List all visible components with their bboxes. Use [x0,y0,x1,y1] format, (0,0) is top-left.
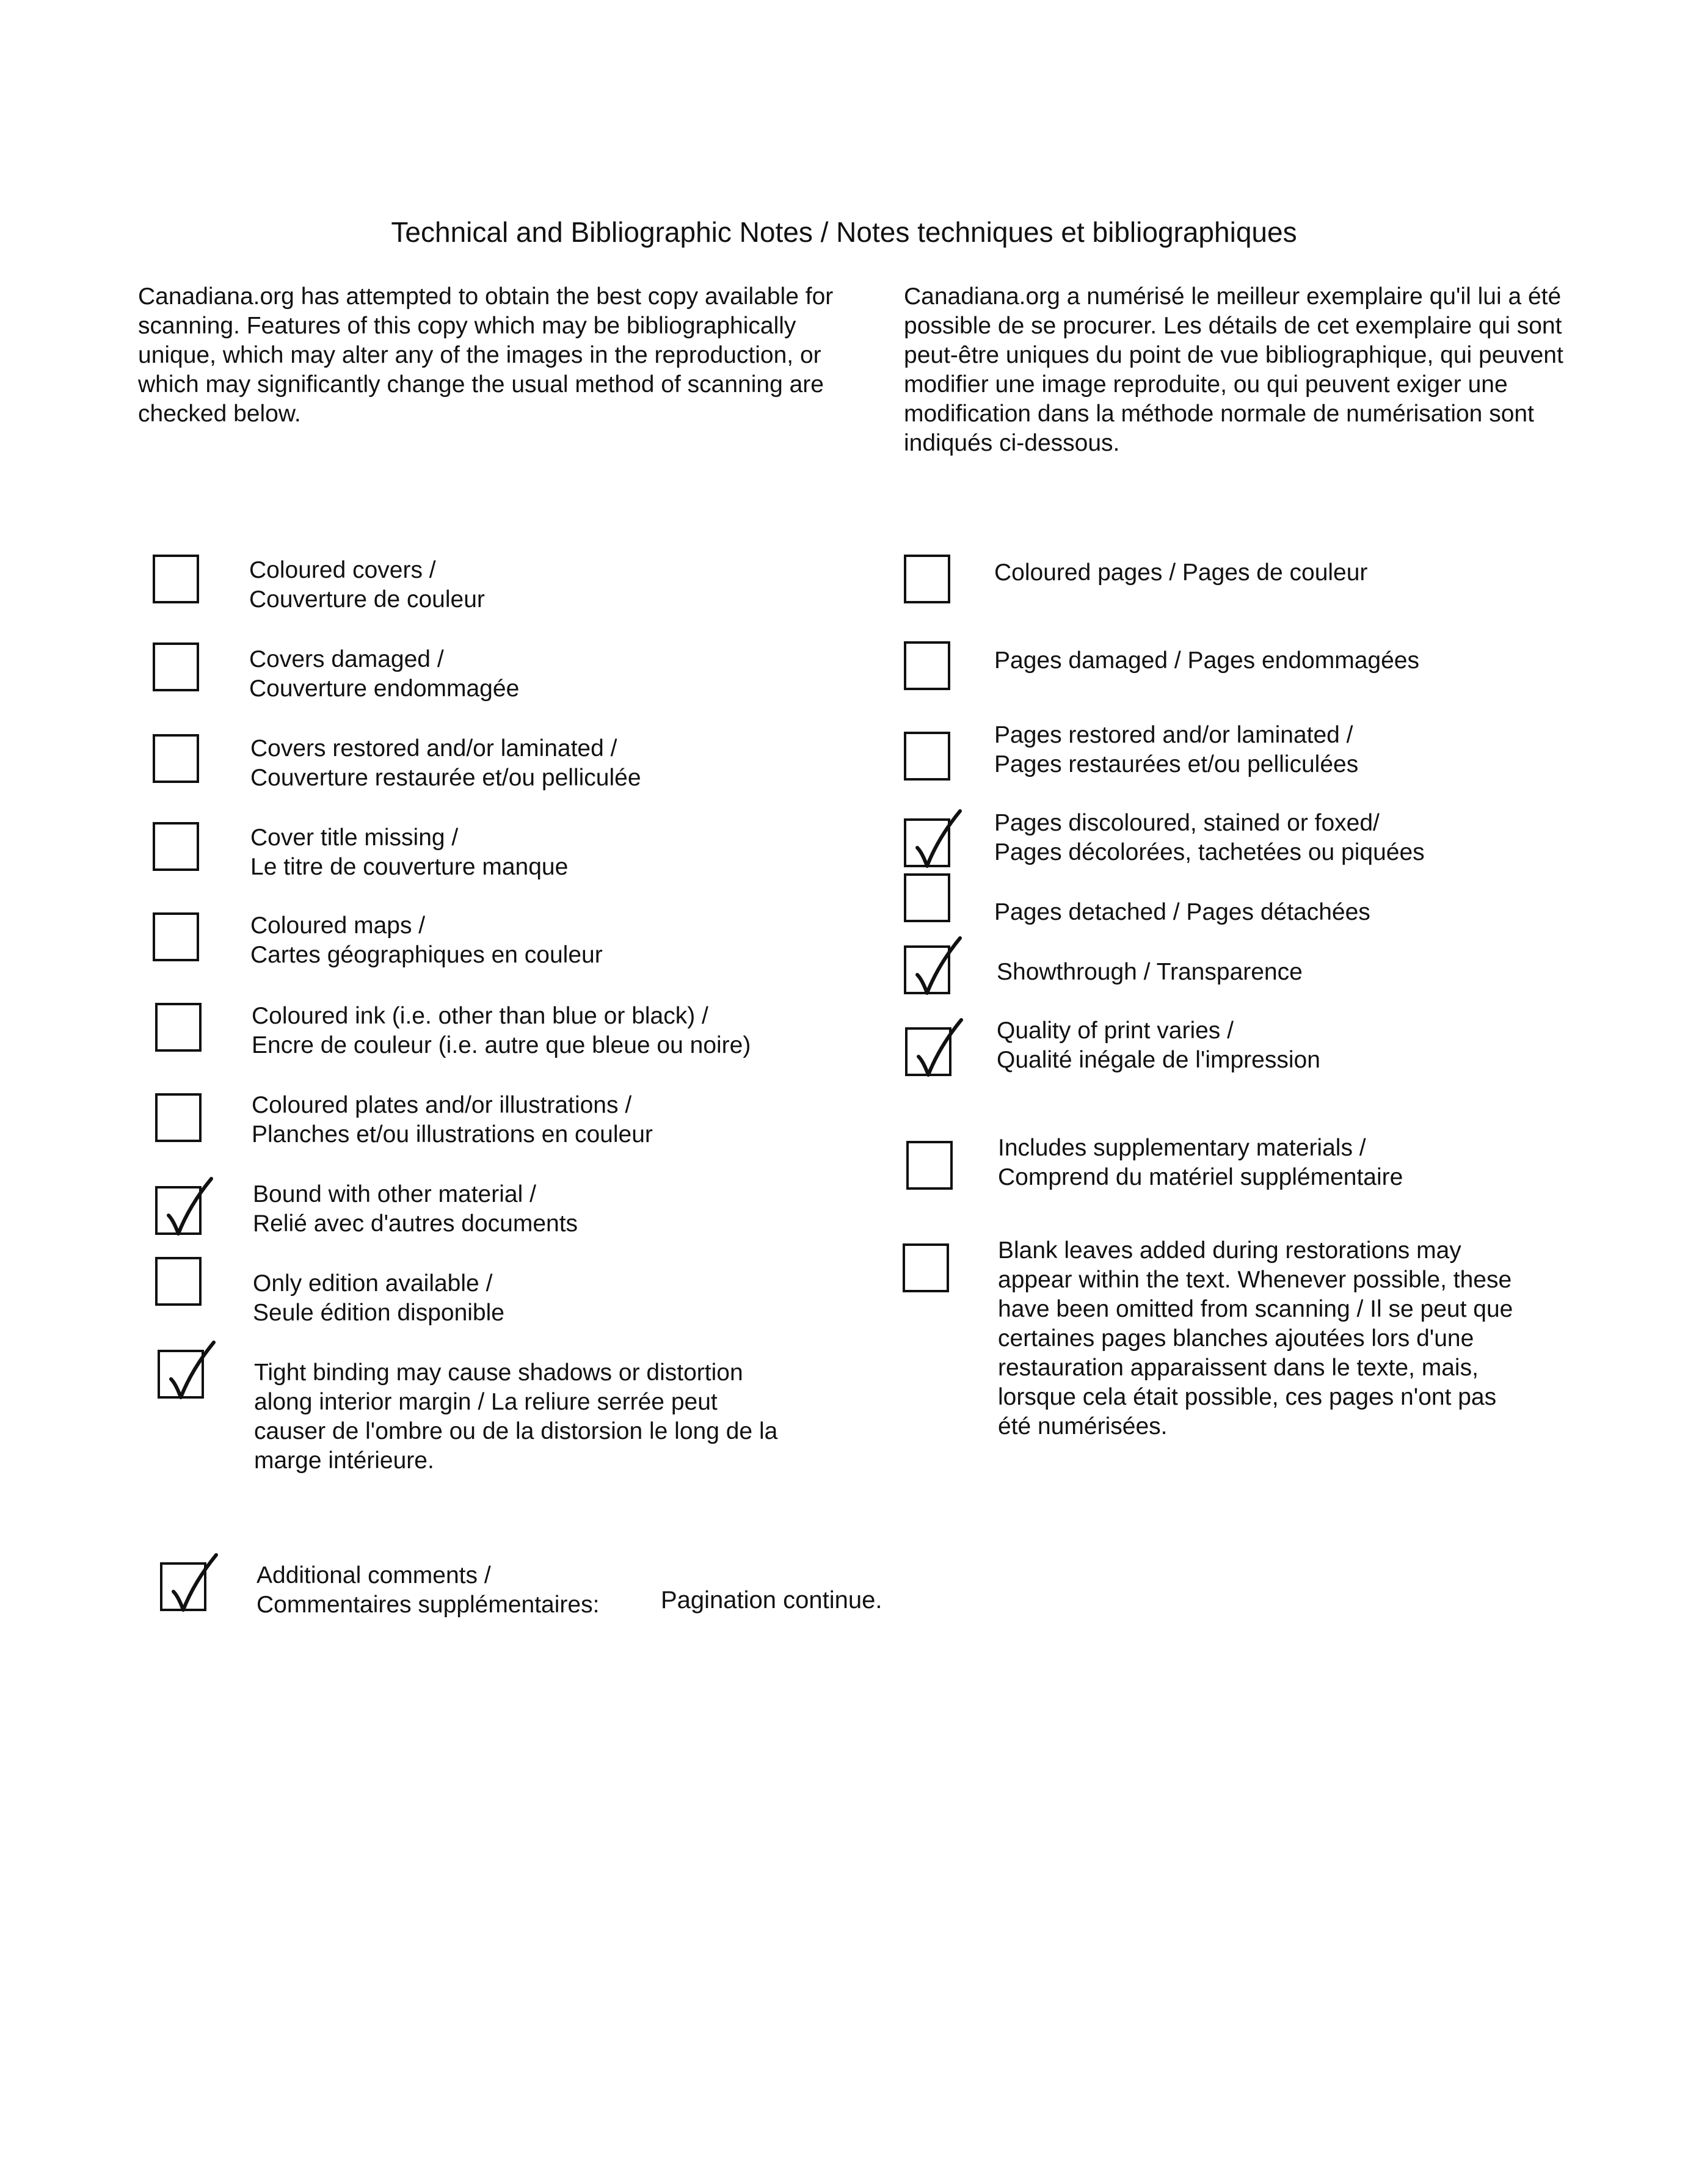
checkbox-pages-restored[interactable] [904,732,950,781]
checkbox-covers-damaged[interactable] [153,642,199,691]
checklist-label-pages-restored [994,721,1358,779]
checkmark-icon [911,934,962,998]
label-line: Coloured maps / [250,912,426,939]
checkbox-cover-title-missing[interactable] [153,822,199,871]
additional-comments-value: Pagination continue. [661,1587,882,1614]
label-line: have been omitted from scanning / Il se peut que [998,1296,1513,1322]
checkmark-icon [911,807,962,871]
label-line: Covers damaged / [249,646,444,672]
checklist-label-coloured-pages [994,558,1367,588]
checklist-label-pages-damaged [994,646,1419,675]
label-line: été numérisées. [998,1413,1168,1440]
checkmark-icon [162,1175,214,1239]
intro-english: Canadiana.org has attempted to obtain the best copy available for scanning. Features of this copy which may be bibliographically unique, which may alter any of the images in the reproduction, or which may significantly change the usual method of scanning are checked below. [138,283,834,427]
checklist-label-cover-title-missing [250,823,568,882]
label-line: Tight binding may cause shadows or distortion [254,1360,743,1386]
checkbox-showthrough[interactable] [904,945,950,994]
checkbox-coloured-plates[interactable] [155,1093,202,1142]
checklist-label-tight-binding [254,1358,777,1476]
checkbox-additional-comments[interactable] [160,1562,206,1611]
label-line: Additional comments / [256,1562,491,1589]
label-line: Comprend du matériel supplémentaire [998,1164,1403,1190]
label-line: lorsque cela était possible, ces pages n'ont pas [998,1384,1497,1410]
checkbox-coloured-pages[interactable] [904,555,950,603]
label-line: Pages damaged / Pages endommagées [994,647,1419,674]
checklist-label-blank-leaves [998,1236,1513,1441]
label-line: Couverture restaurée et/ou pelliculée [250,765,641,791]
label-line: Cartes géographiques en couleur [250,942,603,968]
checklist-label-covers-restored [250,734,641,793]
checklist-label-coloured-ink [252,1002,751,1060]
checkbox-quality-varies[interactable] [905,1027,951,1076]
label-line: Pages discoloured, stained or foxed/ [994,810,1380,836]
checklist-label-only-edition [253,1269,504,1328]
checkbox-pages-detached[interactable] [904,873,950,922]
checkbox-covers-restored[interactable] [153,734,199,783]
checkbox-pages-damaged[interactable] [904,641,950,690]
checkmark-icon [912,1016,964,1080]
label-line: causer de l'ombre ou de la distorsion le long de la [254,1418,778,1444]
label-line: Quality of print varies / [997,1017,1234,1044]
label-line: restauration apparaissent dans le texte, mais, [998,1355,1479,1381]
label-line: Coloured covers / [249,557,436,583]
label-line: Le titre de couverture manque [250,854,569,880]
label-line: Couverture de couleur [249,586,485,613]
label-line: Pages restored and/or laminated / [994,722,1353,748]
checklist-label-pages-discoloured [994,809,1425,867]
checkbox-blank-leaves[interactable] [903,1243,949,1292]
checklist-label-additional-comments [256,1561,599,1620]
checklist-label-pages-detached [994,898,1370,927]
label-line: Relié avec d'autres documents [253,1210,578,1237]
checkbox-bound-with-other[interactable] [155,1186,202,1235]
label-line: Coloured plates and/or illustrations / [252,1092,632,1118]
label-line: Includes supplementary materials / [998,1135,1366,1161]
label-line: certaines pages blanches ajoutées lors d'une [998,1325,1474,1352]
checklist-label-bound-with-other [253,1180,578,1239]
checkbox-coloured-covers[interactable] [153,555,199,603]
checkbox-supplementary[interactable] [906,1141,953,1190]
checklist-label-quality-varies [997,1016,1320,1075]
label-line: Qualité inégale de l'impression [997,1047,1320,1073]
checklist-label-supplementary [998,1134,1403,1192]
label-line: Covers restored and/or laminated / [250,735,617,762]
checkbox-coloured-ink[interactable] [155,1003,202,1052]
label-line: Couverture endommagée [249,675,520,702]
checkbox-coloured-maps[interactable] [153,912,199,961]
label-line: Coloured pages / Pages de couleur [994,559,1368,586]
checklist-label-coloured-maps [250,911,603,970]
label-line: Seule édition disponible [253,1300,504,1326]
checkbox-only-edition[interactable] [155,1257,202,1306]
checklist-label-coloured-plates [252,1091,653,1149]
label-line: Only edition available / [253,1270,493,1297]
label-line: Cover title missing / [250,824,459,851]
label-line: Blank leaves added during restorations may [998,1237,1461,1264]
checklist-label-covers-damaged [249,645,519,704]
label-line: Pages detached / Pages détachées [994,899,1370,925]
checklist-label-coloured-covers [249,556,485,614]
checkbox-tight-binding[interactable] [158,1350,204,1399]
label-line: Encre de couleur (i.e. autre que bleue ou noire) [252,1032,751,1058]
label-line: Planches et/ou illustrations en couleur [252,1121,653,1148]
page-title: Technical and Bibliographic Notes / Notes techniques et bibliographiques [391,216,1297,248]
checklist-label-showthrough [997,958,1303,987]
checkbox-pages-discoloured[interactable] [904,818,950,867]
label-line: Coloured ink (i.e. other than blue or black) / [252,1003,708,1029]
label-line: Pages restaurées et/ou pelliculées [994,751,1359,777]
checkmark-icon [165,1339,216,1402]
label-line: Commentaires supplémentaires: [256,1592,600,1618]
label-line: Showthrough / Transparence [997,959,1303,985]
label-line: Pages décolorées, tachetées ou piquées [994,839,1425,865]
label-line: marge intérieure. [254,1447,434,1474]
intro-french: Canadiana.org a numérisé le meilleur exemplaire qu'il lui a été possible de se procurer. Les détails de cet exemplaire qui sont peut-être uniques du point de vue bibliographique, qui peuvent modifier une image reproduite, ou qui peuvent exiger une modification dans la méthode normale de numérisation sont indiqués ci-dessous. [904,283,1563,456]
label-line: Bound with other material / [253,1181,536,1207]
checkmark-icon [167,1551,219,1615]
label-line: along interior margin / La reliure serrée peut [254,1389,718,1415]
label-line: appear within the text. Whenever possible, these [998,1267,1512,1293]
